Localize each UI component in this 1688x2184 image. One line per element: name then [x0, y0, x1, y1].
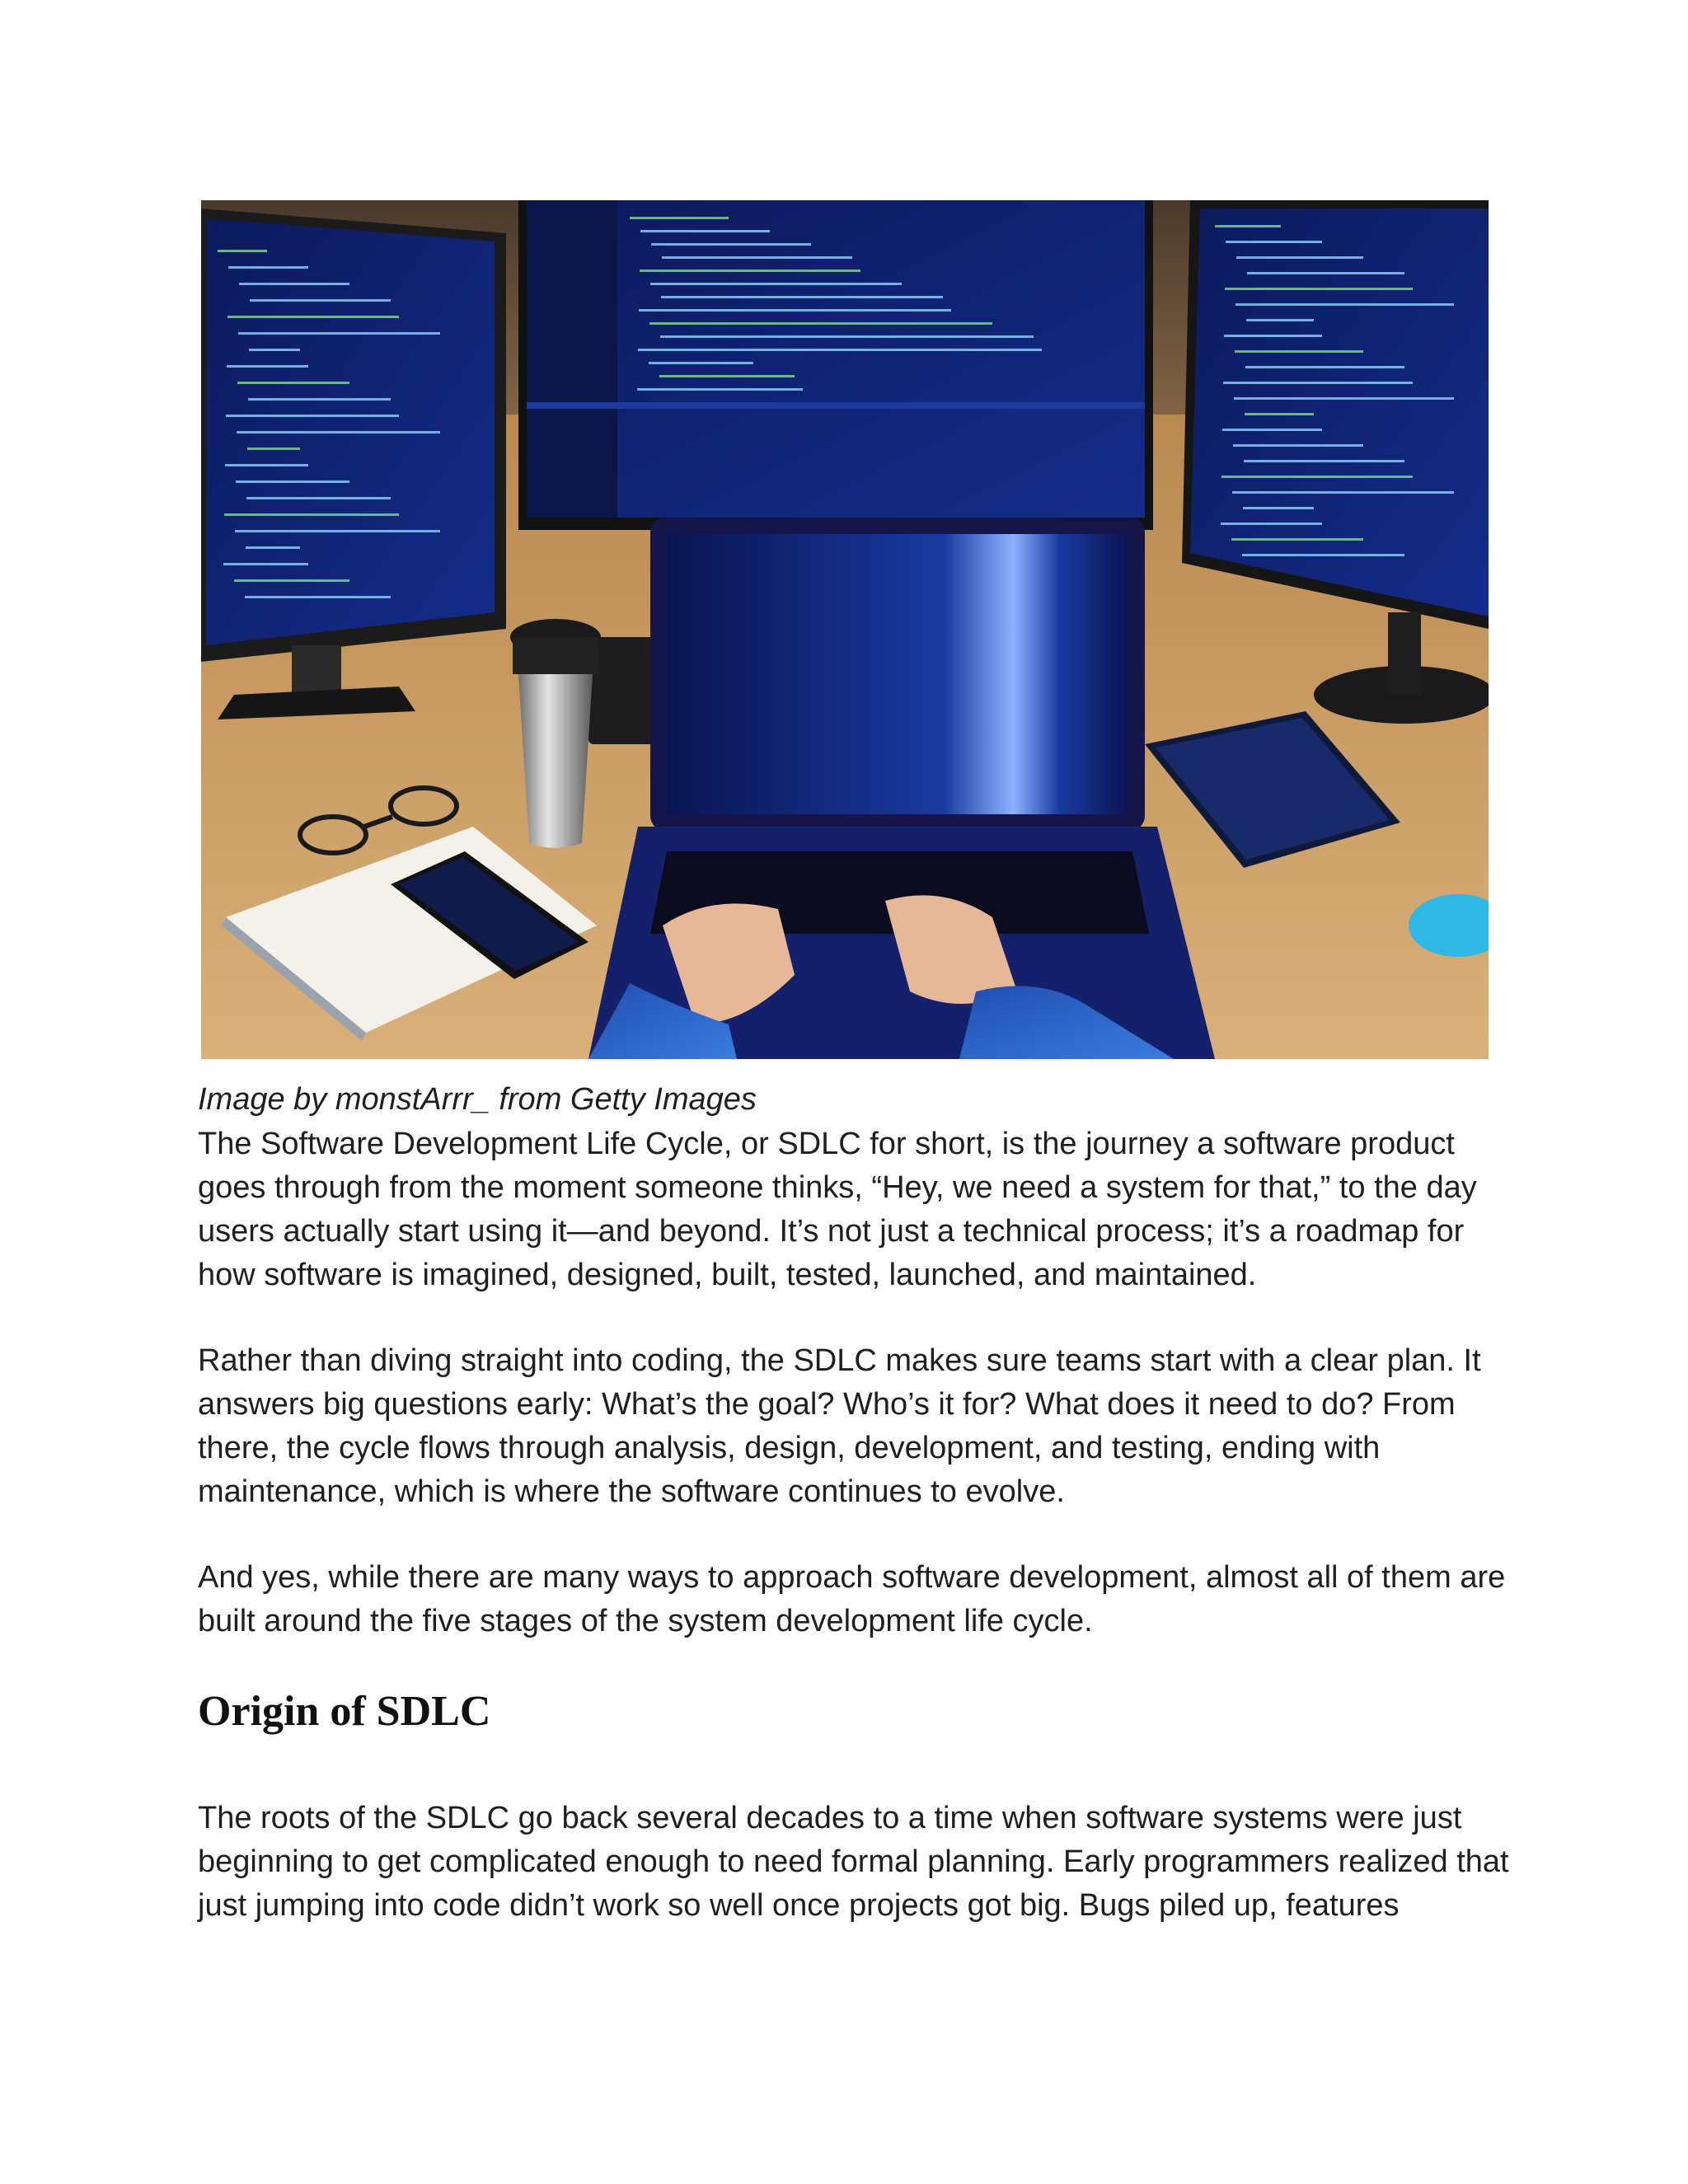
code-line	[1246, 319, 1314, 321]
code-line	[661, 296, 943, 298]
code-line	[238, 332, 440, 335]
code-line	[651, 243, 811, 246]
developer-workspace-photo-icon	[201, 200, 1489, 1059]
origin-paragraph: The roots of the SDLC go back several decades to a time when software systems were just beginning to get complicated enough to need formal planning. Early programmers realized that just jumping into code didn’t work so well once projects got big. Bugs piled up, features	[198, 1801, 1509, 1923]
code-line	[245, 596, 391, 598]
code-line	[630, 217, 729, 219]
code-line	[250, 299, 391, 302]
code-line	[1221, 476, 1413, 478]
intro-paragraph: The Software Development Life Cycle, or SDLC for short, is the journey a software product goes through from the moment someone thinks, “Hey, we need a system for that,” to the day users actually start using it—and beyond. It’s not just a technical process; it’s a roadmap for how software is imagined, designed, built, tested, launched, and maintained.	[198, 1127, 1477, 1292]
code-line	[1232, 491, 1454, 494]
code-line	[246, 546, 300, 549]
code-line	[638, 349, 1042, 351]
code-line	[1243, 507, 1314, 509]
code-line	[1226, 241, 1322, 243]
image-caption: Image by monstArrr_ from Getty Images	[198, 1082, 757, 1117]
code-line	[228, 266, 308, 269]
code-line	[1222, 429, 1322, 431]
code-line	[1225, 288, 1413, 290]
code-line	[1215, 225, 1281, 227]
code-line	[237, 382, 349, 384]
code-line	[660, 335, 1034, 338]
code-line	[1236, 303, 1454, 306]
code-line	[227, 316, 399, 318]
code-line	[249, 349, 300, 351]
center-monitor	[518, 200, 1153, 530]
code-line	[649, 322, 992, 325]
code-line	[227, 365, 308, 368]
code-line	[1247, 272, 1404, 274]
stages-paragraph: And yes, while there are many ways to approach software development, almost all of them are built around the five stages of the system development life cycle.	[198, 1560, 1506, 1638]
code-line	[223, 563, 308, 565]
code-line	[235, 530, 440, 532]
code-line	[659, 375, 795, 377]
code-line	[218, 250, 267, 252]
code-line	[640, 269, 860, 272]
code-line	[1234, 397, 1454, 400]
code-line	[248, 398, 391, 401]
code-line	[1245, 366, 1404, 368]
code-line	[1242, 554, 1404, 556]
code-line	[639, 309, 951, 312]
code-line	[650, 283, 902, 285]
developer-workspace-photo	[201, 200, 1489, 1059]
code-line	[640, 230, 770, 232]
code-line	[1235, 350, 1363, 353]
code-line	[1224, 335, 1322, 337]
code-line	[226, 415, 399, 417]
code-line	[234, 579, 349, 582]
code-line	[1231, 538, 1363, 541]
code-line	[1236, 256, 1363, 259]
code-line	[247, 448, 300, 450]
section-heading: Origin of SDLC	[198, 1688, 491, 1735]
code-line	[649, 362, 753, 364]
code-line	[1223, 382, 1413, 384]
code-line	[1233, 444, 1363, 447]
code-line	[239, 283, 349, 285]
code-line	[237, 431, 440, 434]
code-line	[236, 480, 349, 483]
code-line	[1245, 413, 1314, 415]
code-line	[224, 513, 399, 516]
code-line	[637, 388, 803, 391]
planning-paragraph: Rather than diving straight into coding, the SDLC makes sure teams start with a clear plan. It answers big questions early: What’s the goal? Who’s it for? What does it need to do? From there, the cycle flows through analysis, design, development, and testing, ending with maintenance, which is where the software continues to evolve.	[198, 1343, 1481, 1509]
code-line	[246, 497, 391, 499]
code-line	[662, 256, 852, 259]
code-line	[1244, 460, 1404, 462]
code-line	[1221, 523, 1322, 525]
code-line	[225, 464, 308, 466]
